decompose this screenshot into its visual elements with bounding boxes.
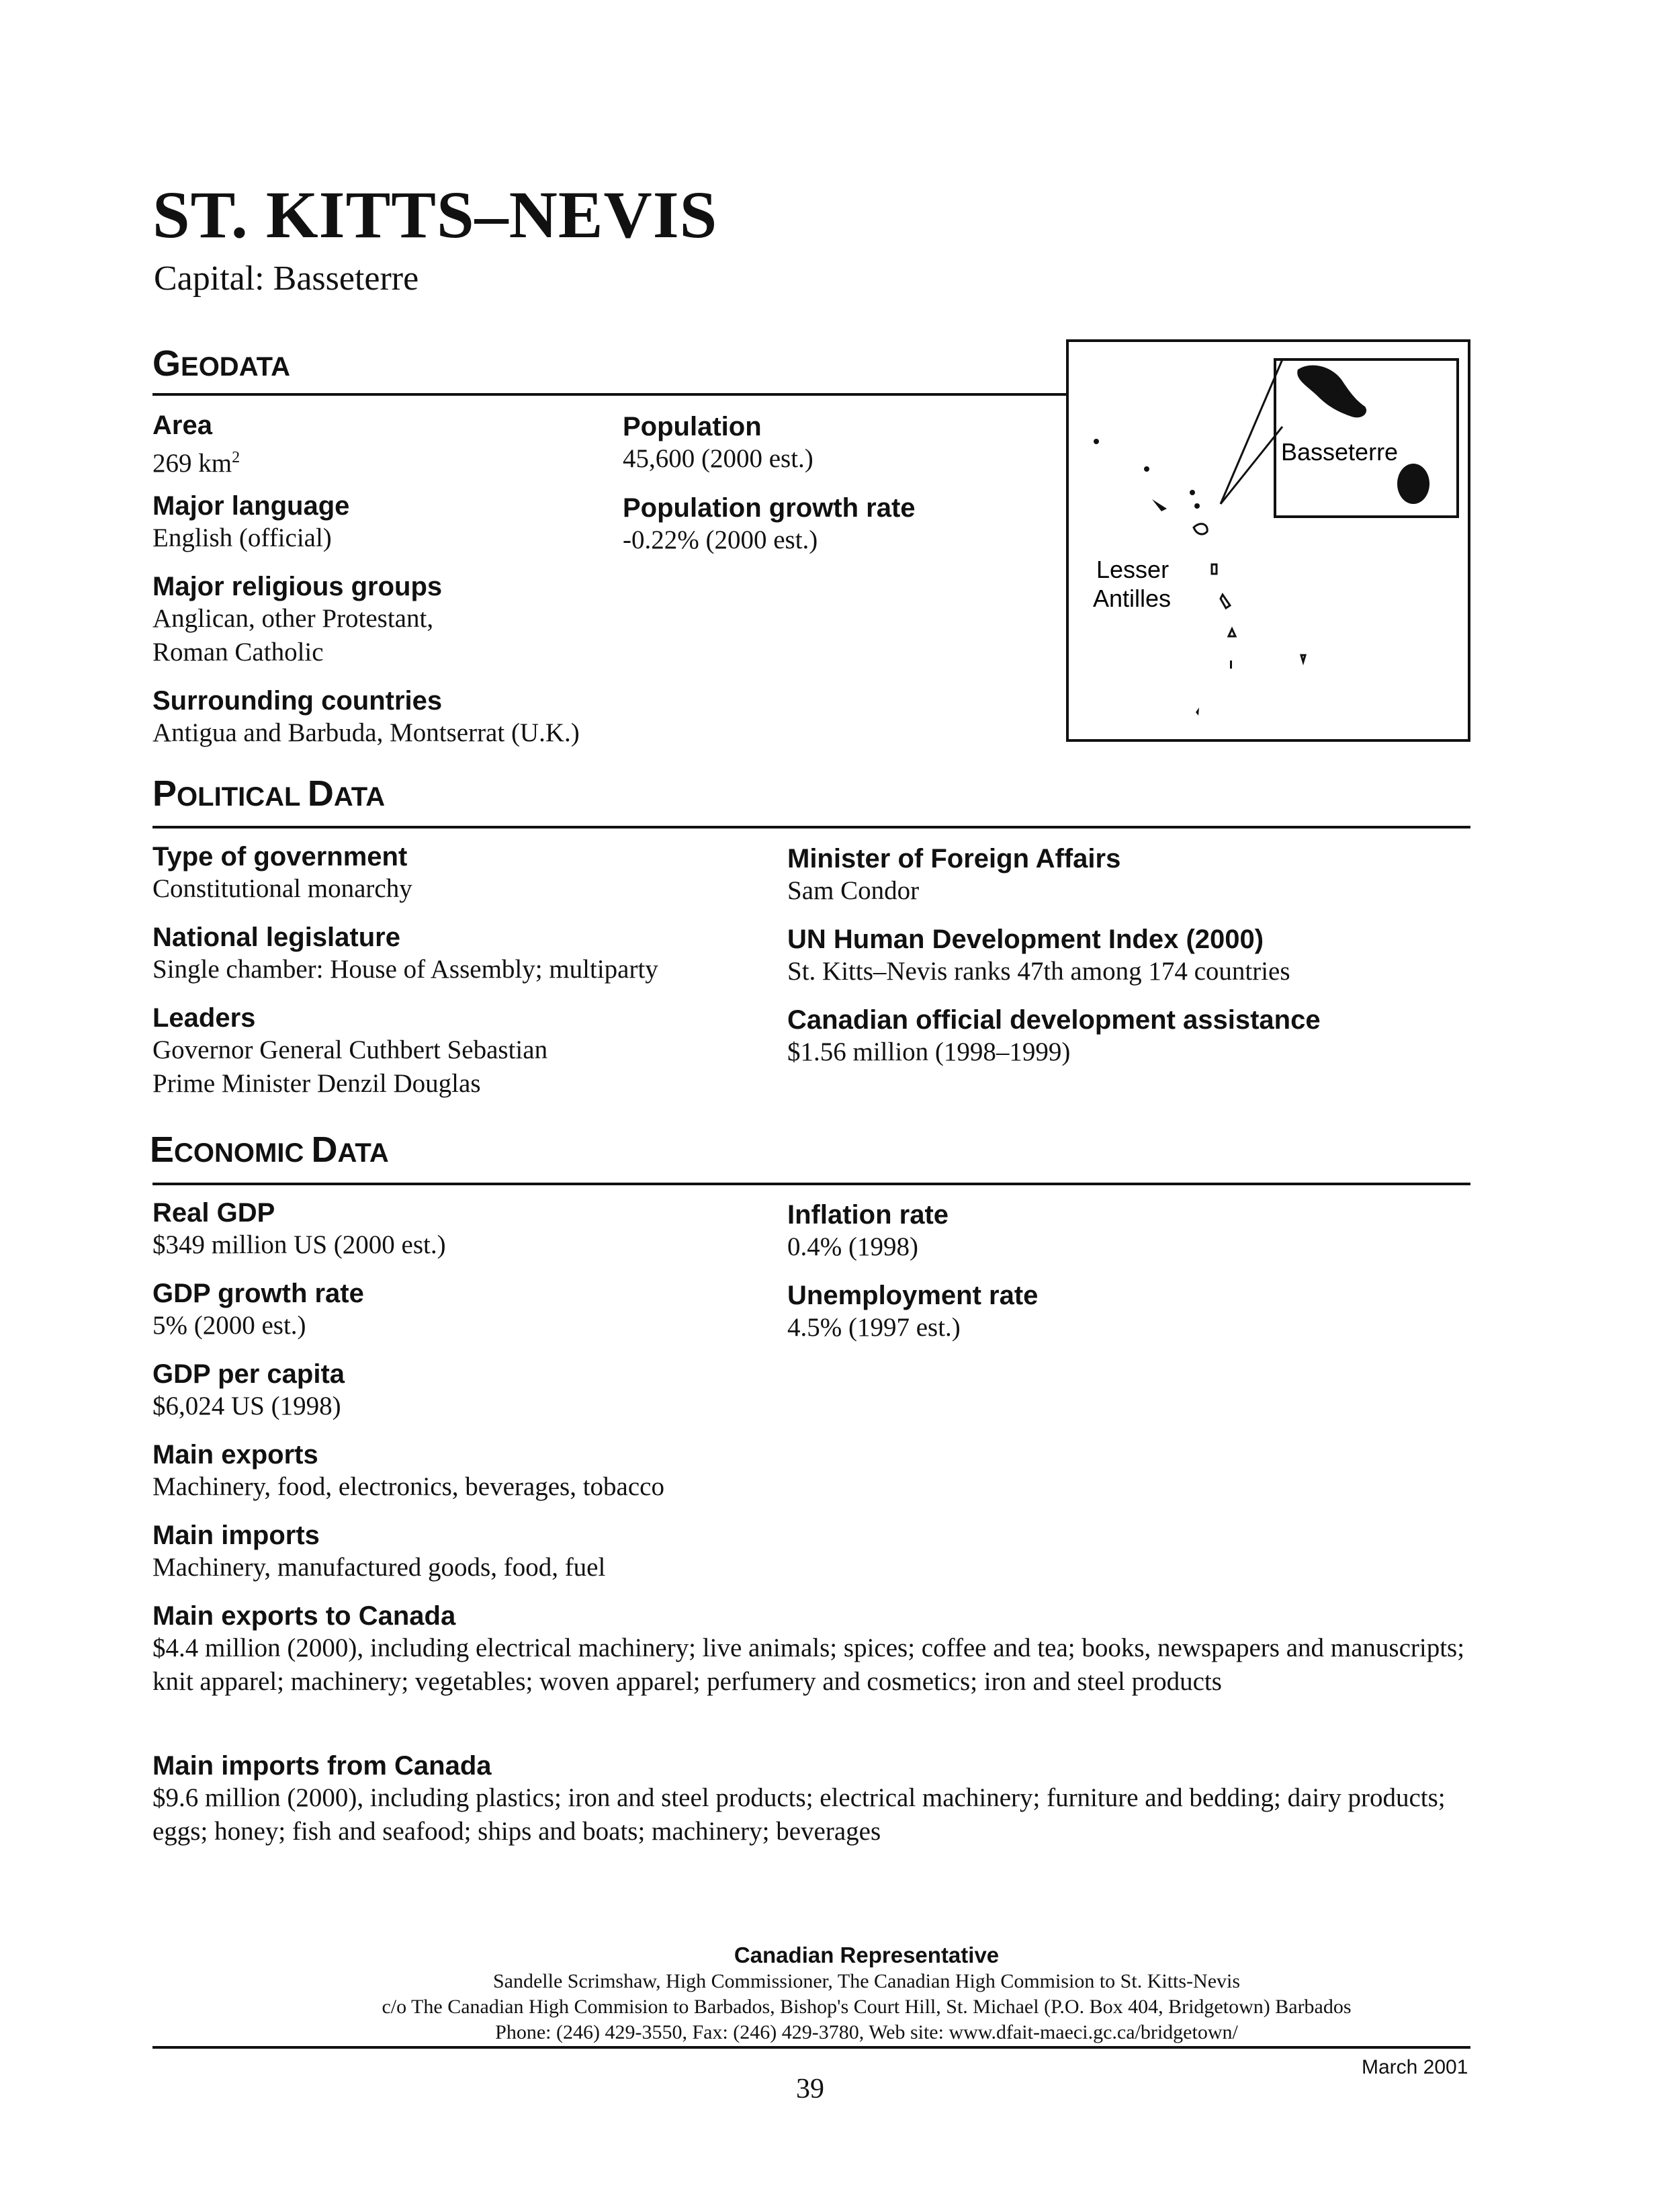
geodata-heading-initial: G bbox=[152, 343, 181, 384]
language-label: Major language bbox=[152, 491, 350, 521]
map-leader-line-2 bbox=[1221, 427, 1282, 504]
map-region-label-2: Antilles bbox=[1093, 585, 1172, 612]
growth-value: -0.22% (2000 est.) bbox=[623, 525, 818, 554]
leaders-field bbox=[152, 1003, 770, 1101]
oda-field bbox=[787, 1005, 1405, 1069]
locator-map bbox=[1066, 339, 1470, 742]
gdp-capita-field bbox=[152, 1359, 770, 1423]
economic-rule bbox=[152, 1183, 1470, 1185]
oda-label: Canadian official development assistance bbox=[787, 1005, 1321, 1035]
island-shape bbox=[1152, 499, 1167, 511]
economic-heading bbox=[150, 1129, 389, 1171]
growth-label: Population growth rate bbox=[623, 493, 916, 523]
economic-heading-rest-1: CONOMIC bbox=[174, 1138, 312, 1168]
growth-field bbox=[623, 493, 1053, 557]
exports-field bbox=[152, 1439, 770, 1504]
imports-label: Main imports bbox=[152, 1521, 320, 1550]
foreign-minister-field bbox=[787, 843, 1405, 908]
imports-canada-field bbox=[152, 1750, 1483, 1848]
inflation-value: 0.4% (1998) bbox=[787, 1232, 918, 1261]
nevis-island-shape bbox=[1397, 464, 1429, 504]
political-heading-rest-2: ATA bbox=[333, 782, 386, 812]
political-heading bbox=[152, 773, 385, 814]
surrounding-value: Antigua and Barbuda, Montserrat (U.K.) bbox=[152, 718, 580, 747]
canadian-representative-block bbox=[336, 1942, 1397, 2045]
geodata-heading-rest: EODATA bbox=[181, 352, 290, 382]
population-label: Population bbox=[623, 412, 762, 441]
unemployment-field bbox=[787, 1280, 1405, 1345]
leaders-value-2: Prime Minister Denzil Douglas bbox=[152, 1069, 481, 1098]
government-value: Constitutional monarchy bbox=[152, 874, 412, 903]
island-shape bbox=[1196, 708, 1199, 716]
hdi-field bbox=[787, 924, 1405, 988]
rep-line-3: Phone: (246) 429-3550, Fax: (246) 429-3780, Web site: www.dfait-maeci.gc.ca/bridgetown/ bbox=[495, 2021, 1238, 2043]
government-field bbox=[152, 841, 770, 906]
island-shape bbox=[1212, 564, 1217, 574]
legislature-label: National legislature bbox=[152, 923, 400, 952]
religion-value-1: Anglican, other Protestant, bbox=[152, 604, 434, 633]
island-shape bbox=[1194, 524, 1207, 534]
gdp-capita-label: GDP per capita bbox=[152, 1359, 345, 1389]
geodata-rule bbox=[152, 393, 1067, 396]
gdp-value: $349 million US (2000 est.) bbox=[152, 1230, 446, 1259]
page-title: ST. KITTS–NEVIS bbox=[152, 177, 718, 252]
hdi-label: UN Human Development Index (2000) bbox=[787, 925, 1264, 954]
rep-heading: Canadian Representative bbox=[734, 1943, 1000, 1967]
economic-heading-rest-2: ATA bbox=[337, 1138, 389, 1168]
exports-canada-label: Main exports to Canada bbox=[152, 1601, 456, 1631]
gdp-growth-label: GDP growth rate bbox=[152, 1279, 364, 1308]
imports-field bbox=[152, 1520, 770, 1584]
map-inset-label: Basseterre bbox=[1281, 438, 1399, 466]
exports-canada-value: $4.4 million (2000), including electrical machinery; live animals; spices; coffee and tea; books, newspapers and manuscripts; knit apparel; machinery; vegetables; woven apparel; perfumery and cosmetics; iron and steel products bbox=[152, 1633, 1465, 1696]
exports-canada-field bbox=[152, 1601, 1483, 1699]
island-shape bbox=[1230, 661, 1232, 669]
religion-value-2: Roman Catholic bbox=[152, 638, 324, 667]
legislature-field bbox=[152, 922, 770, 986]
island-shape bbox=[1301, 655, 1305, 662]
gdp-growth-field bbox=[152, 1278, 770, 1343]
oda-value: $1.56 million (1998–1999) bbox=[787, 1037, 1071, 1066]
economic-heading-initial-1: E bbox=[150, 1130, 175, 1170]
island-shape bbox=[1221, 595, 1230, 608]
st-kitts-island-shape bbox=[1297, 366, 1366, 418]
footer-rule bbox=[152, 2046, 1470, 2049]
religion-label: Major religious groups bbox=[152, 572, 443, 601]
rep-line-2: c/o The Canadian High Commision to Barbados, Bishop's Court Hill, St. Michael (P.O. Box 404, Bridgetown) Barbados bbox=[382, 1996, 1352, 2018]
imports-canada-value: $9.6 million (2000), including plastics; iron and steel products; electrical machinery; furniture and bedding; dairy products; eggs; honey; fish and seafood; ships and boats; machinery; beverages bbox=[152, 1783, 1446, 1846]
island-dot bbox=[1094, 439, 1099, 444]
imports-canada-label: Main imports from Canada bbox=[152, 1751, 492, 1781]
leaders-value-1: Governor General Cuthbert Sebastian bbox=[152, 1035, 548, 1064]
population-field bbox=[623, 411, 1053, 476]
rep-line-1: Sandelle Scrimshaw, High Commissioner, The Canadian High Commision to St. Kitts-Nevis bbox=[492, 1970, 1241, 1992]
gdp-label: Real GDP bbox=[152, 1198, 275, 1228]
area-value: 269 $km^2$ bbox=[152, 449, 240, 478]
leaders-label: Leaders bbox=[152, 1003, 256, 1033]
hdi-value: St. Kitts–Nevis ranks 47th among 174 countries bbox=[787, 957, 1290, 986]
island-shape bbox=[1229, 629, 1235, 636]
population-value: 45,600 (2000 est.) bbox=[623, 444, 813, 473]
inflation-label: Inflation rate bbox=[787, 1200, 949, 1230]
map-region-label-1: Lesser bbox=[1096, 556, 1170, 583]
gdp-field bbox=[152, 1197, 770, 1262]
imports-value: Machinery, manufactured goods, food, fuel bbox=[152, 1553, 606, 1582]
map-leader-line-1 bbox=[1221, 359, 1282, 504]
political-heading-initial-1: P bbox=[152, 773, 177, 814]
government-label: Type of government bbox=[152, 842, 408, 871]
gdp-growth-value: 5% (2000 est.) bbox=[152, 1311, 306, 1340]
foreign-minister-value: Sam Condor bbox=[787, 876, 920, 905]
area-label: Area bbox=[152, 411, 212, 440]
religion-field bbox=[152, 571, 770, 669]
language-value: English (official) bbox=[152, 523, 332, 552]
island-dot bbox=[1194, 503, 1200, 509]
political-rule bbox=[152, 826, 1470, 828]
unemployment-value: 4.5% (1997 est.) bbox=[787, 1313, 961, 1342]
capital-subtitle: Capital: Basseterre bbox=[154, 259, 419, 298]
legislature-value: Single chamber: House of Assembly; multiparty bbox=[152, 955, 658, 984]
exports-value: Machinery, food, electronics, beverages, tobacco bbox=[152, 1472, 664, 1501]
surrounding-label: Surrounding countries bbox=[152, 686, 443, 716]
date-stamp: March 2001 bbox=[1362, 2056, 1468, 2078]
island-dot bbox=[1144, 466, 1149, 472]
inflation-field bbox=[787, 1199, 1405, 1264]
island-dot bbox=[1190, 490, 1195, 495]
exports-label: Main exports bbox=[152, 1440, 318, 1470]
gdp-capita-value: $6,024 US (1998) bbox=[152, 1392, 341, 1420]
surrounding-field bbox=[152, 685, 770, 750]
page-number: 39 bbox=[796, 2074, 824, 2104]
area-superscript: 2 bbox=[232, 449, 240, 466]
foreign-minister-label: Minister of Foreign Affairs bbox=[787, 844, 1121, 874]
political-heading-initial-2: D bbox=[307, 773, 334, 814]
political-heading-rest-1: OLITICAL bbox=[177, 782, 308, 812]
unemployment-label: Unemployment rate bbox=[787, 1281, 1039, 1310]
economic-heading-initial-2: D bbox=[311, 1130, 338, 1170]
geodata-heading bbox=[152, 343, 290, 384]
